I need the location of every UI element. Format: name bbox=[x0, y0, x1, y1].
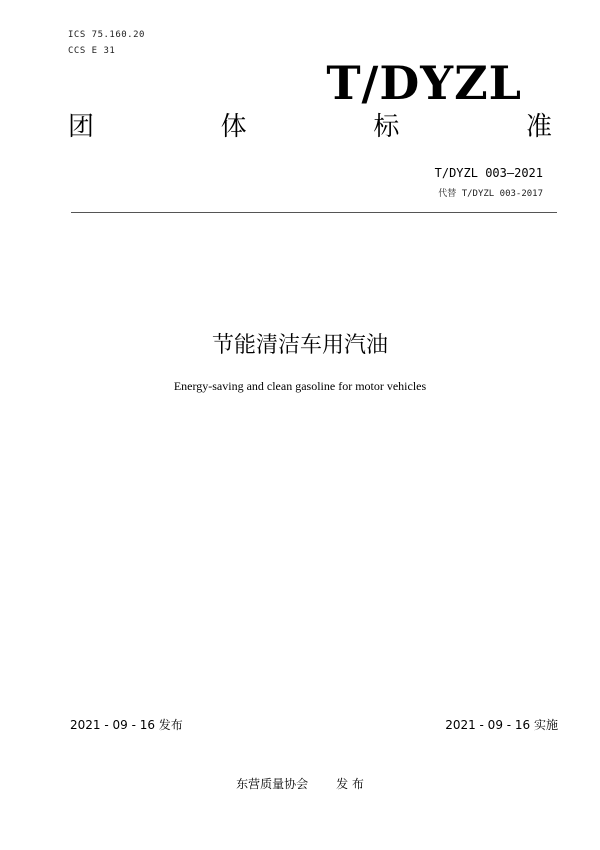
implementation-date: 2021 - 09 - 16 实施 bbox=[445, 718, 558, 732]
document-title-english: Energy-saving and clean gasoline for motor vehicles bbox=[173, 379, 427, 393]
category-char: 准 bbox=[525, 112, 552, 142]
ics-code: ICS 75.160.20 bbox=[68, 30, 145, 40]
ccs-code: CCS E 31 bbox=[68, 46, 116, 56]
issue-date: 2021 - 09 - 16 发布 bbox=[70, 718, 183, 732]
standard-number: T/DYZL 003—2021 bbox=[434, 166, 543, 180]
category-char: 团 bbox=[68, 112, 95, 142]
category-char: 标 bbox=[373, 112, 400, 142]
issuer-line bbox=[0, 775, 600, 792]
issuer-name: 东营质量协会 bbox=[236, 777, 309, 791]
standard-code: T/DYZL bbox=[326, 56, 522, 110]
replaces-standard: 代替 T/DYZL 003-2017 bbox=[438, 189, 543, 199]
standard-category bbox=[68, 114, 552, 140]
category-char: 体 bbox=[220, 112, 247, 142]
header-divider bbox=[71, 212, 557, 213]
issue-verb: 发 布 bbox=[336, 777, 364, 791]
document-title: 节能清洁车用汽油 bbox=[211, 333, 388, 358]
